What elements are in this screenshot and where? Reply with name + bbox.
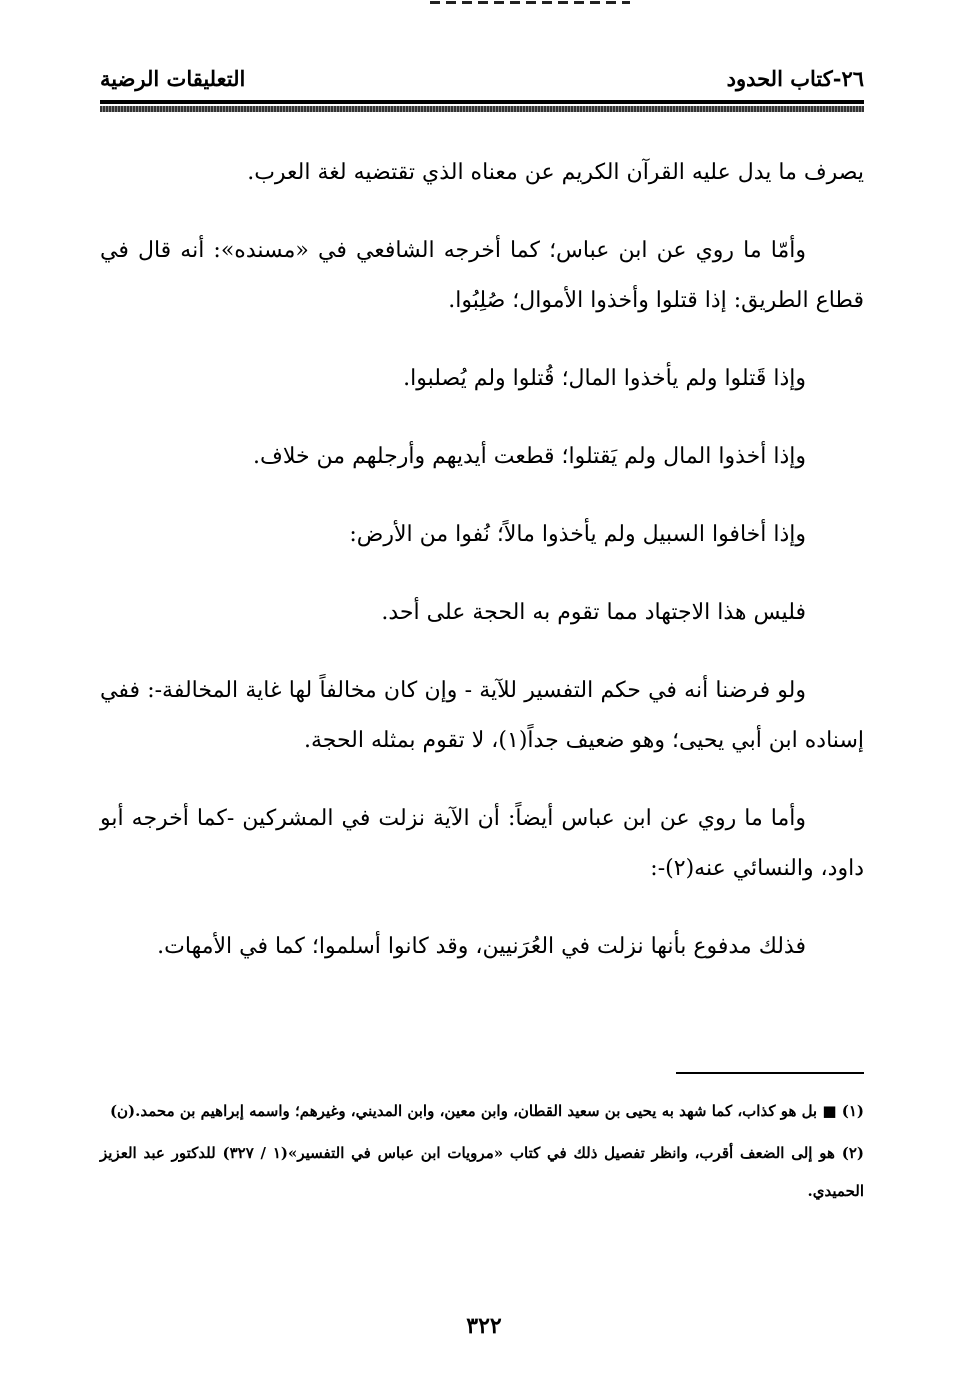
paragraph: وإذا أخذوا المال ولم يَقتلوا؛ قطعت أيديهم وأرجلهم من خلاف. xyxy=(253,444,806,469)
footnote: (١) ■ بل هو كذاب، كما شهد به يحيى بن سعيد القطان، وابن معين، وابن المديني، وغيرهم؛ واسمه إبراهيم بن محمد.(ن) xyxy=(109,1102,864,1120)
running-header xyxy=(100,62,864,98)
main-text xyxy=(100,148,864,1000)
footnotes xyxy=(100,1092,864,1214)
paragraph: وأمّا ما روي عن ابن عباس؛ كما أخرجه الشافعي في «مسنده»: أنه قال في قطاع الطريق: إذا قتلوا وأخذوا الأموال؛ صُلِبُوا. xyxy=(100,238,864,313)
page-number: ٣٢٢ xyxy=(466,1313,502,1339)
chapter-title: ٢٦-كتاب الحدود xyxy=(726,66,864,91)
paragraph: ولو فرضنا أنه في حكم التفسير للآية - وإن كان مخالفاً لها غاية المخالفة-: ففي إسناده ابن أبي يحيى؛ وهو ضعيف جداً(١)، لا تقوم بمثله الحجة. xyxy=(100,678,864,753)
paragraph: وإذا قَتلوا ولم يأخذوا المال؛ قُتلوا ولم يُصلبوا. xyxy=(403,366,806,391)
footnote-separator xyxy=(676,1072,864,1074)
header-rule xyxy=(100,100,864,104)
paragraph: وإذا أخافوا السبيل ولم يأخذوا مالاً؛ نُفوا من الأرض: xyxy=(349,522,806,547)
header-rule-pattern xyxy=(100,106,864,112)
paragraph: وأما ما روي عن ابن عباس أيضاً: أن الآية نزلت في المشركين -كما أخرجه أبو داود، والنسائي عنه(٢)-: xyxy=(100,806,864,881)
paragraph: فليس هذا الاجتهاد مما تقوم به الحجة على أحد. xyxy=(381,600,806,625)
paragraph: فذلك مدفوع بأنها نزلت في العُرَنيين، وقد كانوا أسلموا؛ كما في الأمهات. xyxy=(157,934,806,959)
paragraph: يصرف ما يدل عليه القرآن الكريم عن معناه الذي تقتضيه لغة العرب. xyxy=(247,160,864,185)
book-title: التعليقات الرضية xyxy=(100,66,246,91)
top-edge-mark xyxy=(430,0,630,8)
footnote: (٢) هو إلى الضعف أقرب، وانظر تفصيل ذلك في كتاب «مرويات ابن عباس في التفسير»(١ / ٣٢٧) للدكتور عبد العزيز الحميدي. xyxy=(100,1144,864,1200)
